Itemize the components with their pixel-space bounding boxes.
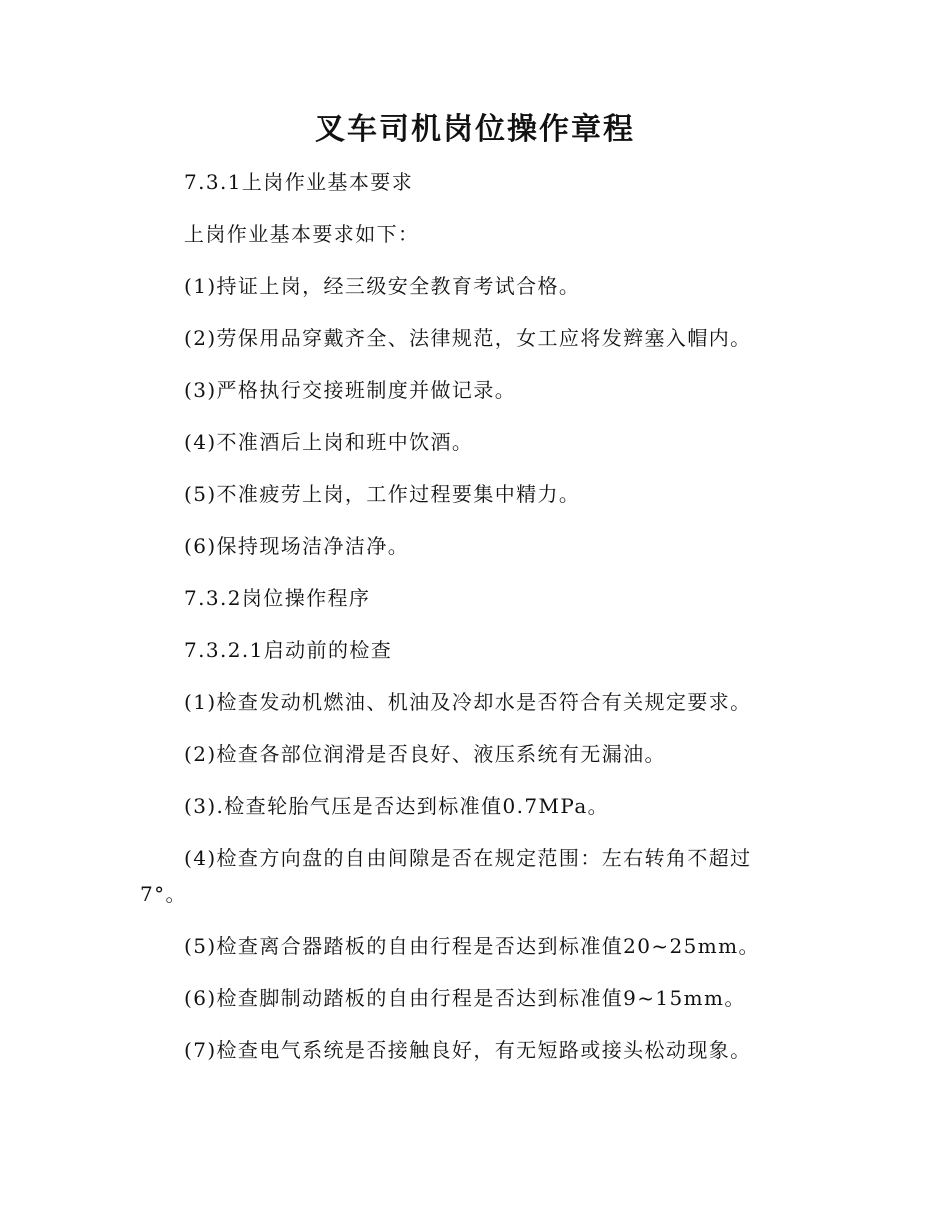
list-item: (2)劳保用品穿戴齐全、法律规范，女工应将发辫塞入帽内。 <box>184 326 752 350</box>
list-item: (7)检查电气系统是否接触良好，有无短路或接头松动现象。 <box>184 1038 752 1062</box>
list-item: (1)检查发动机燃油、机油及冷却水是否符合有关规定要求。 <box>184 690 752 714</box>
list-item: (3)严格执行交接班制度并做记录。 <box>184 378 517 402</box>
section-heading: 7.3.1上岗作业基本要求 <box>184 170 414 194</box>
list-item: (1)持证上岗，经三级安全教育考试合格。 <box>184 274 581 298</box>
list-item: (2)检查各部位润滑是否良好、液压系统有无漏油。 <box>184 742 666 766</box>
section-heading: 7.3.2岗位操作程序 <box>184 586 371 610</box>
document-title: 叉车司机岗位操作章程 <box>315 112 635 147</box>
list-item: (3).检查轮胎气压是否达到标准值0.7MPa。 <box>184 794 610 818</box>
list-item: (4)不准酒后上岗和班中饮酒。 <box>184 430 474 454</box>
paragraph: 上岗作业基本要求如下： <box>184 222 420 246</box>
document-body <box>140 164 780 1068</box>
list-item: (5)不准疲劳上岗，工作过程要集中精力。 <box>184 482 581 506</box>
list-item: (6)检查脚制动踏板的自由行程是否达到标准值9~15mm。 <box>184 986 746 1010</box>
list-item: (5)检查离合器踏板的自由行程是否达到标准值20~25mm。 <box>184 934 760 958</box>
subsection-heading: 7.3.2.1启动前的检查 <box>184 638 393 662</box>
list-item: (6)保持现场洁净洁净。 <box>184 534 410 558</box>
list-item: (4)检查方向盘的自由间隙是否在规定范围：左右转角不超过7°。 <box>140 846 752 906</box>
